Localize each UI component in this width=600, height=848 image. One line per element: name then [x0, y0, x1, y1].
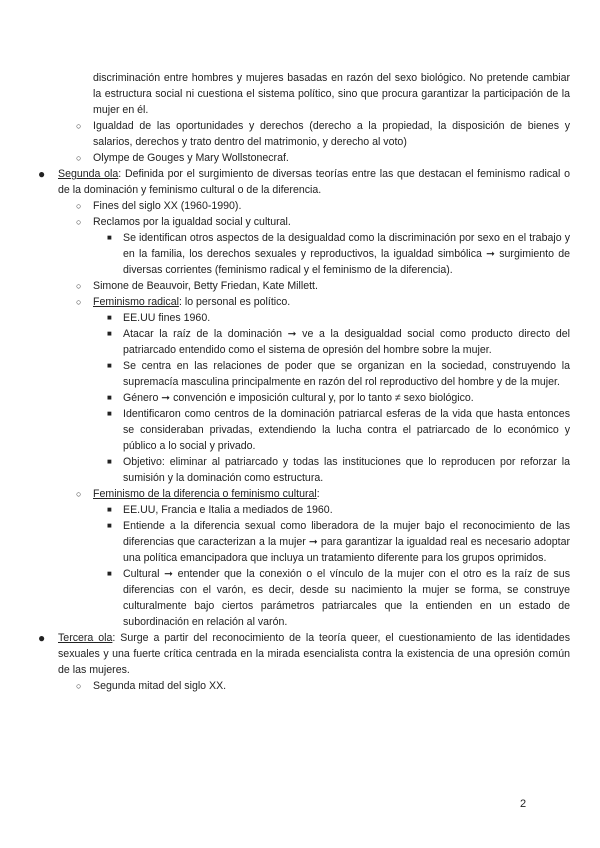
radical-item: ■ Género ➞ convención e imposición cultural y, por lo tanto ≠ sexo biológico. [107, 392, 474, 404]
difference-feminism-heading [0, 486, 600, 502]
third-wave-label: Tercera ola [58, 632, 113, 644]
square-bullet-icon: ■ [107, 569, 112, 578]
circle-bullet-icon: ○ [76, 681, 82, 691]
circle-bullet-icon: ○ [76, 489, 82, 499]
difference-item: ■ EE.UU, Francia e Italia a mediados de 1960. [107, 504, 333, 516]
radical-item: ■ Se centra en las relaciones de poder que se organizan en la sociedad, construyendo la supremacía masculina principalmente en razón del rol reproductivo del hombre y de la mujer. [107, 360, 570, 388]
first-wave-item: ○ Olympe de Gouges y Mary Wollstonecraf. [76, 152, 289, 164]
second-wave-authors: ○ Simone de Beauvoir, Betty Friedan, Kate Millett. [76, 280, 318, 292]
radical-feminism-heading [0, 294, 600, 310]
circle-bullet-icon: ○ [76, 153, 82, 163]
radical-feminism-text: : lo personal es político. [178, 296, 291, 308]
second-wave-text: : Definida por el surgimiento de diversas teorías entre las que destacan el feminismo radical o de la dominación y feminismo cultural o de la diferencia. [58, 168, 571, 196]
square-bullet-icon: ■ [107, 409, 112, 418]
second-wave-heading [0, 166, 600, 198]
radical-item: ■ Identificaron como centros de la dominación patriarcal esferas de la vida que hasta entonces se consideraban privadas, extendiendo la lucha contra el patriarcado de lo económico y público a lo social y privado. [107, 408, 570, 452]
page-number: 2 [520, 798, 527, 810]
difference-item: ■ Entiende a la diferencia sexual como liberadora de la mujer bajo el reconocimiento de las diferencias que caracterizan a la mujer ➞ para garantizar la igualdad real es necesario adoptar una política emancipadora que incluya un tratamiento diferente para los grupos oprimidos. [107, 520, 570, 564]
radical-item: ■ Atacar la raíz de la dominación ➞ ve a la desigualdad social como producto directo del patriarcado entendido como el sistema de opresión del hombre sobre la mujer. [107, 328, 570, 356]
circle-bullet-icon: ○ [76, 217, 82, 227]
circle-bullet-icon: ○ [76, 121, 82, 131]
first-wave-item: ○ Igualdad de las oportunidades y derechos (derecho a la propiedad, la disposición de bienes y salarios, derechos y trato dentro del matrimonio, y derecho al voto) [76, 120, 570, 148]
square-bullet-icon: ■ [107, 233, 112, 242]
second-wave-claims-detail: ■ Se identifican otros aspectos de la desigualdad como la discriminación por sexo en el trabajo y en la familia, los derechos sexuales y reproductivos, la igualdad simbólica ➞ surgimiento de diversas corrientes (feminismo radical y el feminismo de la diferencia). [107, 232, 570, 276]
second-wave-label: Segunda ola [58, 168, 119, 180]
square-bullet-icon: ■ [107, 505, 112, 514]
third-wave-text: : Surge a partir del reconocimiento de la teoría queer, el cuestionamiento de las identidades sexuales y una fuerte crítica centrada en la mirada esencialista contra la existencia de una opresión común de las mujeres. [58, 632, 570, 676]
square-bullet-icon: ■ [107, 393, 112, 402]
third-wave-item: ○ Segunda mitad del siglo XX. [76, 680, 227, 692]
square-bullet-icon: ■ [107, 313, 112, 322]
document-body [0, 70, 600, 694]
radical-item: ■ Objetivo: eliminar al patriarcado y todas las instituciones que lo reproducen por reforzar la sumisión y la dominación como estructura. [107, 456, 570, 484]
square-bullet-icon: ■ [107, 329, 112, 338]
square-bullet-icon: ■ [107, 457, 112, 466]
circle-bullet-icon: ○ [76, 297, 82, 307]
radical-feminism-label: Feminismo radical [93, 296, 179, 308]
square-bullet-icon: ■ [107, 521, 112, 530]
second-wave-dates: ○ Fines del siglo XX (1960-1990). [76, 200, 242, 212]
difference-feminism-text: : [316, 488, 320, 500]
difference-feminism-label: Feminismo de la diferencia o feminismo cultural [93, 488, 317, 500]
square-bullet-icon: ■ [107, 361, 112, 370]
third-wave-heading [0, 630, 600, 678]
second-wave-claims: ○ Reclamos por la igualdad social y cultural. [76, 216, 291, 228]
difference-item: ■ Cultural ➞ entender que la conexión o el vínculo de la mujer con el otro es la raíz de sus diferencias con el varón, es decir, desde su nacimiento la mujer se forma, se construye culturalmente bajo ciertos parámetros patriarcales que la entienden en un estado de subordinación en relación al varón. [107, 568, 570, 628]
disc-bullet-icon: ● [38, 167, 46, 181]
disc-bullet-icon: ● [38, 631, 46, 645]
circle-bullet-icon: ○ [76, 201, 82, 211]
radical-item: ■ EE.UU fines 1960. [107, 312, 211, 324]
circle-bullet-icon: ○ [76, 281, 82, 291]
continuation-paragraph: discriminación entre hombres y mujeres basadas en razón del sexo biológico. No pretende cambiar la estructura social ni cuestiona el sistema político, sino que procura garantizar la participación de la mujer en él. [93, 72, 570, 116]
